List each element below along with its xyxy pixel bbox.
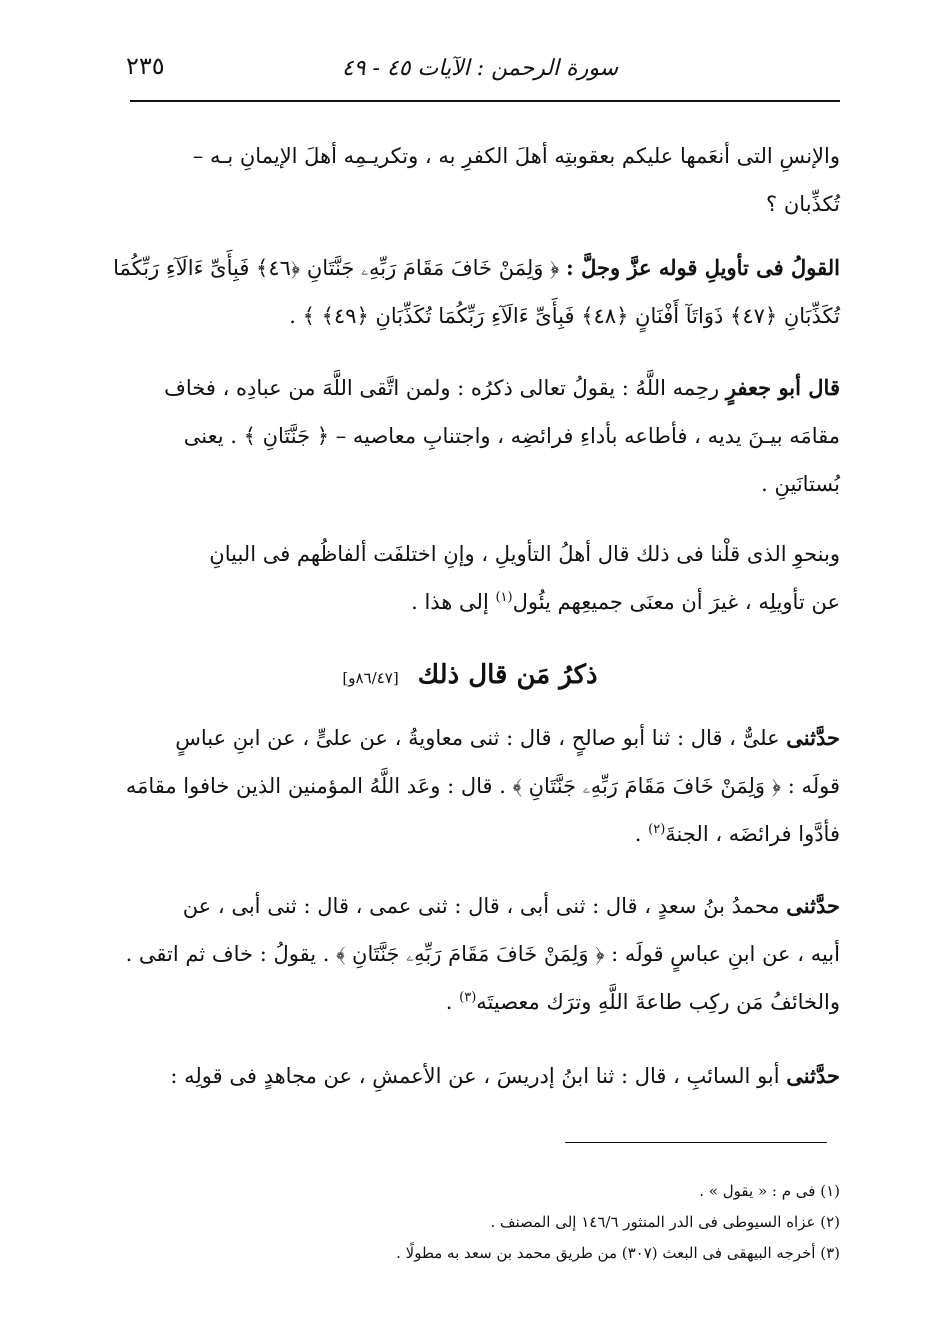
section-heading [300, 660, 640, 690]
paragraph-1 [112, 132, 840, 228]
paragraph-6-text-1: محمدُ بنُ سعدٍ ، قال : ثنى أبى ، قال : ثنى عمى ، قال : ثنى أبى ، عن [182, 894, 780, 918]
paragraph-2-verse-1: ﴿ وَلِمَنْ خَافَ مَقَامَ رَبِّهِۦ جَنَّتَانِ ﴿٤٦﴾ فَبِأَىِّ ءَالَآءِ رَبِّكُمَا [113, 256, 560, 280]
paragraph-7-line-1 [112, 1052, 840, 1100]
paragraph-5 [112, 714, 840, 858]
paragraph-5-line-3 [112, 810, 840, 858]
paragraph-7-lead: حدَّثنى [786, 1063, 840, 1088]
paragraph-2-line-1 [112, 244, 840, 292]
paragraph-4 [112, 530, 840, 626]
paragraph-6-text-3b: . [445, 990, 460, 1014]
paragraph-6 [112, 882, 840, 1026]
footnote-3: (٣) أخرجه البيهقى فى البعث (٣٠٧) من طريق محمد بن سعد به مطولًا . [396, 1244, 840, 1262]
paragraph-6-lead: حدَّثنى [786, 893, 840, 918]
paragraph-1-line-2: تُكذِّبان ؟ [766, 192, 840, 216]
paragraph-4-line-1: وبنحوِ الذى قلْنا فى ذلك قال أهلُ التأويلِ ، وإنِ اختلفَت ألفاظُهم فى البيانِ [209, 542, 840, 566]
paragraph-5-lead: حدَّثنى [786, 725, 840, 750]
footnote-1: (١) فى م : « يقول » . [699, 1182, 840, 1200]
paragraph-2-lead: القولُ فى تأويلِ قوله عزَّ وجلَّ : [566, 255, 840, 280]
page-number: ٢٣٥ [126, 52, 165, 80]
footnote-ref-2: (٢) [648, 822, 666, 837]
running-header-title: سورة الرحمن : الآيات ٤٥ - ٤٩ [341, 56, 619, 81]
paragraph-3-lead: قال أبو جعفرٍ [725, 375, 840, 400]
paragraph-2 [112, 244, 840, 340]
paragraph-3-line-2: مقامَه بيـنَ يديه ، فأطاعه بأداءِ فرائضِه ، واجتنابِ معاصيه – ﴿ جَنَّتَانِ ﴾ . يعنى [183, 424, 840, 448]
section-heading-title: ذكرُ مَن قال ذلك [417, 660, 598, 690]
paragraph-5-text-1: علىٌّ ، قال : ثنا أبو صالحٍ ، قال : ثنى معاويةُ ، عن علىٍّ ، عن ابنِ عباسٍ [175, 726, 780, 750]
paragraph-1-line-1: والإنسِ التى أنعَمها عليكم بعقوبتِه أهلَ الكفرِ به ، وتكريـمِه أهلَ الإيمانِ بـه – [192, 144, 840, 168]
paragraph-4-line-2 [112, 578, 840, 626]
manuscript-ref: [٨٦/٤٧و] [342, 669, 399, 687]
footnote-ref-3: (٣) [459, 990, 477, 1005]
paragraph-5-line-2: قولَه : ﴿ وَلِمَنْ خَافَ مَقَامَ رَبِّهِۦ جَنَّتَانِ ﴾ . قال : وعَد اللَّهُ المؤمنين الذين خافوا مقامَه [125, 774, 840, 798]
paragraph-3 [112, 364, 840, 508]
paragraph-3-line-3: بُستانَينِ . [761, 472, 840, 496]
paragraph-6-line-3 [112, 978, 840, 1026]
paragraph-6-line-1 [112, 882, 840, 930]
paragraph-3-text-1: رحِمه اللَّهُ : يقولُ تعالى ذكرُه : ولمن اتَّقى اللَّهَ من عبادِه ، فخاف [164, 376, 720, 400]
footnote-2: (٢) عزاه السيوطى فى الدر المنثور ١٤٦/٦ إلى المصنف . [490, 1213, 840, 1231]
paragraph-5-text-3a: فأدَّوا فرائضَه ، الجنةَ [665, 822, 840, 846]
paragraph-5-text-3b: . [634, 822, 649, 846]
paragraph-5-line-1 [112, 714, 840, 762]
footnotes [200, 1176, 840, 1269]
footnote-ref-1: (١) [495, 590, 513, 605]
paragraph-6-text-3a: والخائفُ مَن ركِب طاعةَ اللَّهِ وترَك معصيتَه [476, 990, 840, 1014]
footnote-rule [565, 1142, 827, 1143]
paragraph-4-text-2a: عن تأويلِه ، غيرَ أن معنَى جميعِهم يئُول [512, 590, 840, 614]
paragraph-6-line-2: أبيه ، عن ابنِ عباسٍ قولَه : ﴿ وَلِمَنْ خَافَ مَقَامَ رَبِّهِۦ جَنَّتَانِ ﴾ . يقولُ : خاف ثم اتقى . [125, 942, 840, 966]
paragraph-7 [112, 1052, 840, 1100]
paragraph-3-line-1 [112, 364, 840, 412]
paragraph-2-line-2: تُكَذِّبَانِ ﴿٤٧﴾ ذَوَاتَآ أَفْنَانٍ ﴿٤٨﴾ فَبِأَىِّ ءَالَآءِ رَبِّكُمَا تُكَذِّبَانِ ﴿٤٩﴾ ﴾ . [289, 304, 840, 328]
paragraph-7-text-1: أبو السائبِ ، قال : ثنا ابنُ إدريسَ ، عن الأعمشِ ، عن مجاهدٍ فى قولِه : [170, 1064, 780, 1088]
header-rule [130, 100, 840, 102]
paragraph-4-text-2b: إلى هذا . [411, 590, 496, 614]
